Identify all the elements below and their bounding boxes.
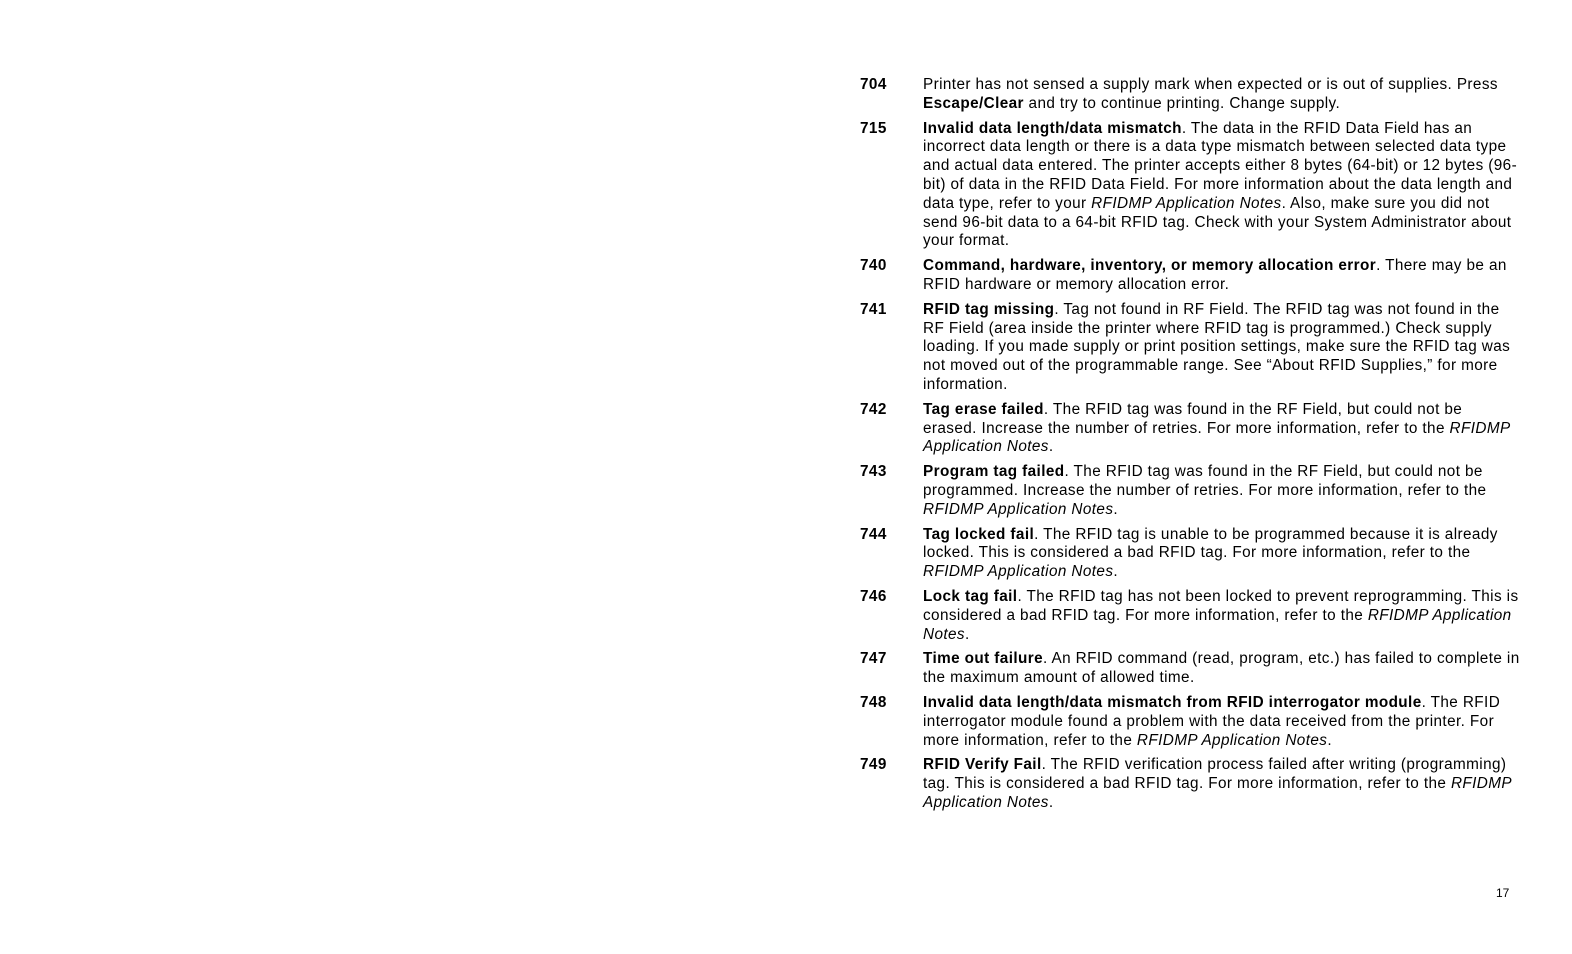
description-text: . The RFID interrogator module found a problem with the data received from the printer. For more information, refer to the	[923, 693, 1501, 749]
description-text: . The RFID tag has not been locked to prevent reprogramming. This is considered a bad RFID tag. For more information, refer to the	[923, 587, 1519, 624]
description-text: and try to continue printing. Change supply.	[1023, 94, 1341, 112]
error-entry	[860, 76, 1520, 114]
error-code: 743	[860, 463, 887, 481]
description-text: . Tag not found in RF Field. The RFID tag was not found in the RF Field (area inside the printer where RFID tag is programmed.) Check supply loading. If you made supply or print position settings, make sure the RFID tag was not moved out of the programmable range. See “About RFID Supplies,” for more information.	[923, 300, 1511, 393]
description-text: . An RFID command (read, program, etc.) has failed to complete in the maximum amount of allowed time.	[923, 650, 1520, 687]
error-title: Time out failure	[923, 650, 1044, 668]
error-code: 704	[860, 76, 887, 93]
error-code: 749	[860, 756, 887, 774]
error-title: Escape/Clear	[923, 94, 1024, 112]
page-number: 17	[1496, 886, 1510, 900]
error-description	[923, 526, 1520, 582]
description-text: .	[1113, 563, 1119, 581]
error-code-list	[860, 76, 1520, 819]
reference-title: RFIDMP Application Notes	[923, 500, 1114, 518]
error-code: 744	[860, 525, 887, 543]
description-text: . There may be an RFID hardware or memory allocation error.	[923, 257, 1507, 293]
error-description	[923, 756, 1520, 812]
reference-title: RFIDMP Application Notes	[923, 606, 1512, 643]
error-entry	[860, 401, 1520, 457]
error-description	[923, 694, 1520, 750]
error-title: RFID Verify Fail	[923, 756, 1042, 774]
reference-title: RFIDMP Application Notes	[1091, 194, 1282, 212]
description-text: . The RFID tag is unable to be programmed because it is already locked. This is considered a bad RFID tag. For more information, refer to the	[923, 525, 1498, 562]
error-code: 715	[860, 119, 887, 137]
error-code: 747	[860, 650, 887, 668]
description-text: .	[1113, 500, 1119, 518]
description-text: . Also, make sure you did not send 96-bit data to a 64-bit RFID tag. Check with your System Administrator about your format.	[923, 194, 1512, 250]
error-entry	[860, 694, 1520, 750]
error-entry	[860, 257, 1520, 295]
error-code: 741	[860, 300, 887, 318]
error-code: 742	[860, 400, 887, 418]
error-code: 748	[860, 693, 887, 711]
error-entry	[860, 650, 1520, 688]
error-description	[923, 650, 1520, 688]
error-title: Invalid data length/data mismatch from RFID interrogator module	[923, 693, 1422, 711]
error-title: Command, hardware, inventory, or memory allocation error	[923, 257, 1377, 275]
error-description	[923, 463, 1520, 519]
description-text: . The data in the RFID Data Field has an incorrect data length or there is a data type mismatch between selected data type and actual data entered. The printer accepts either 8 bytes (64-bit) or 12 bytes (96-bit) of data in the RFID Data Field. For more information about the data length and data type, refer to your	[923, 119, 1518, 212]
reference-title: RFIDMP Application Notes	[923, 775, 1512, 811]
error-title: Tag locked fail	[923, 525, 1035, 543]
error-title: Program tag failed	[923, 463, 1065, 481]
error-entry	[860, 120, 1520, 252]
error-code: 746	[860, 587, 887, 605]
error-title: Lock tag fail	[923, 587, 1018, 605]
reference-title: RFIDMP Application Notes	[1136, 731, 1328, 749]
error-entry	[860, 463, 1520, 519]
error-title: RFID tag missing	[923, 300, 1055, 318]
error-code: 740	[860, 257, 887, 275]
error-description	[923, 257, 1520, 295]
error-description	[923, 120, 1520, 252]
error-title: Tag erase failed	[923, 400, 1044, 418]
description-text: Printer has not sensed a supply mark when expected or is out of supplies. Press	[923, 76, 1498, 93]
description-text: .	[1048, 438, 1054, 456]
error-description	[923, 301, 1520, 395]
description-text: . The RFID verification process failed after writing (programming) tag. This is considered a bad RFID tag. For more information, refer to the	[923, 756, 1507, 793]
error-entry	[860, 756, 1520, 812]
reference-title: RFIDMP Application Notes	[923, 563, 1114, 581]
reference-title: RFIDMP Application Notes	[923, 419, 1510, 456]
error-description	[923, 588, 1520, 644]
description-text: .	[1327, 731, 1332, 749]
description-text: .	[964, 625, 970, 643]
description-text: . The RFID tag was found in the RF Field, but could not be erased. Increase the number of retries. For more information, refer to the	[923, 400, 1463, 437]
error-description	[923, 401, 1520, 457]
description-text: . The RFID tag was found in the RF Field, but could not be programmed. Increase the number of retries. For more information, refer to the	[923, 463, 1487, 499]
error-description	[923, 76, 1520, 114]
description-text: .	[1048, 793, 1054, 811]
error-title: Invalid data length/data mismatch	[923, 119, 1182, 137]
error-entry	[860, 301, 1520, 395]
error-entry	[860, 526, 1520, 582]
error-entry	[860, 588, 1520, 644]
